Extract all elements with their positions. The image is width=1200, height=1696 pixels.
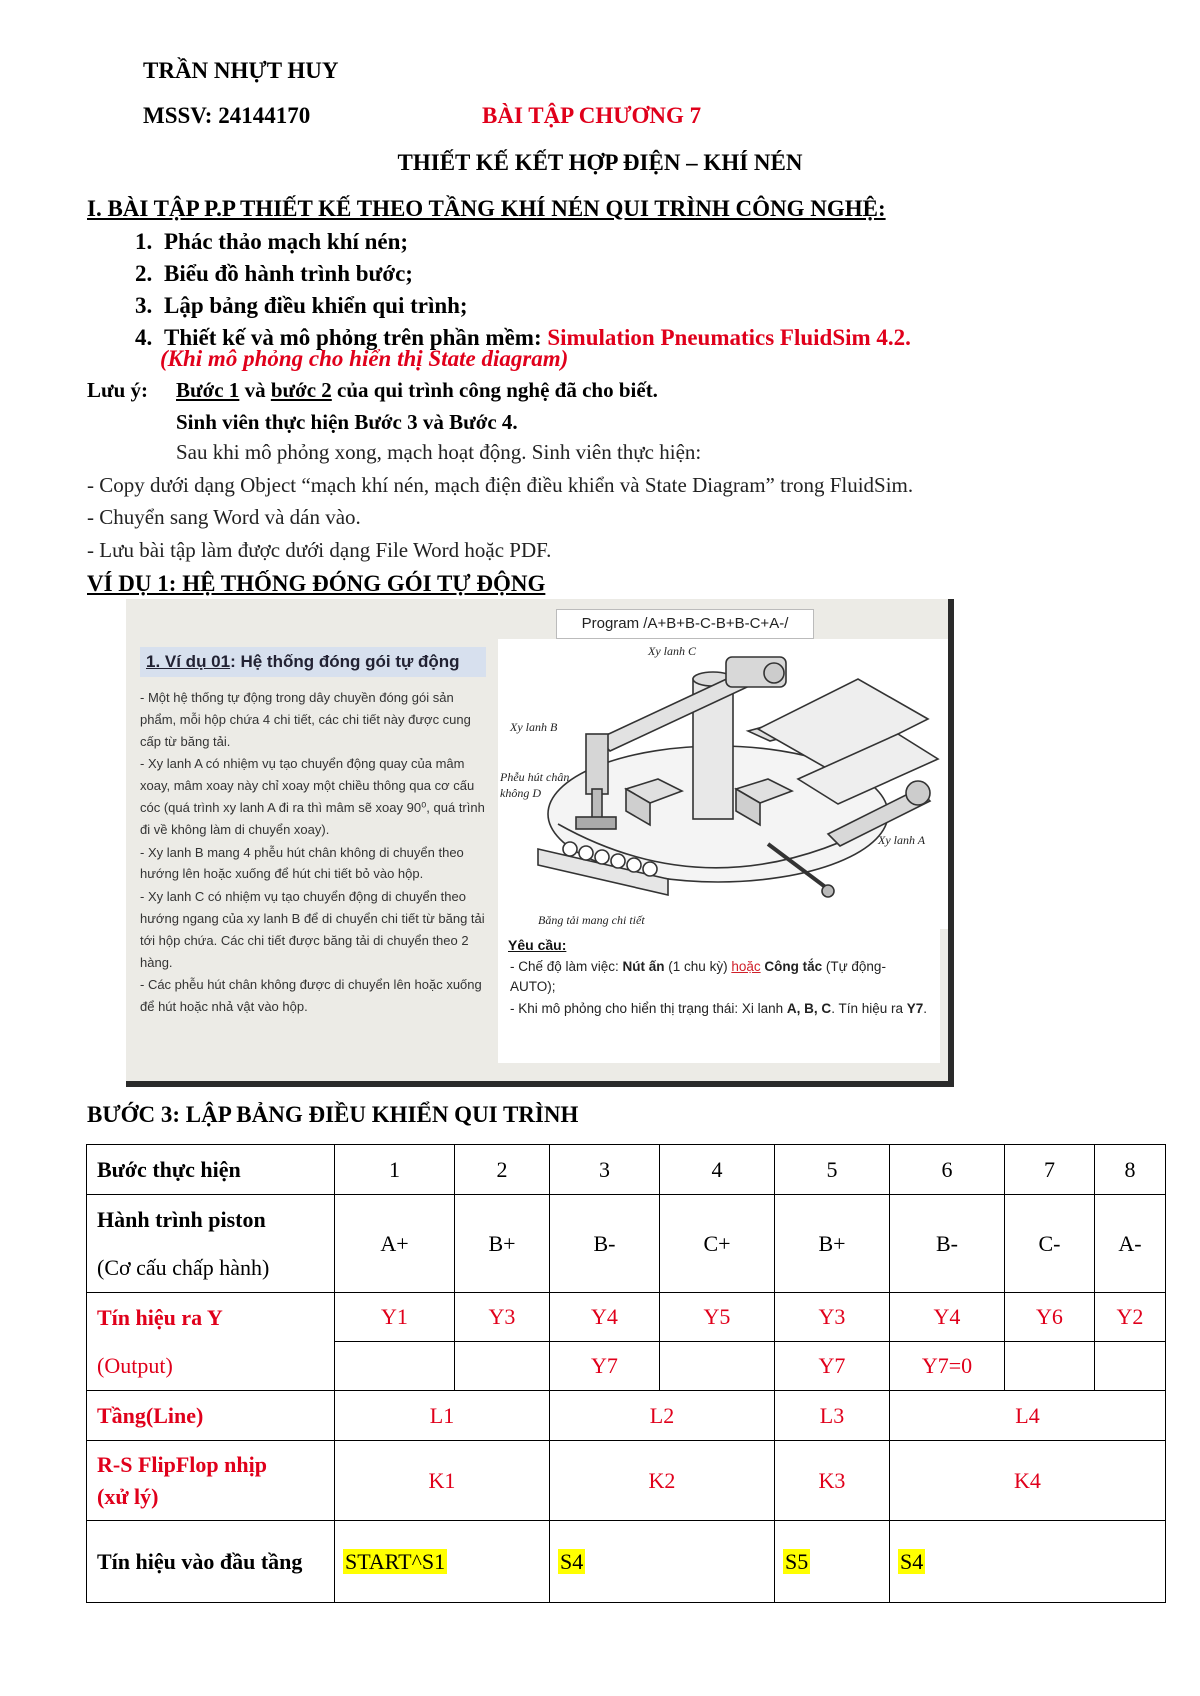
table-cell: 7 (1005, 1145, 1095, 1195)
step3-title: BƯỚC 3: LẬP BẢNG ĐIỀU KHIỂN QUI TRÌNH (87, 1102, 579, 1127)
instruction-bullet: - Lưu bài tập làm được dưới dạng File Word hoặc PDF. (87, 538, 552, 562)
step-text: Thiết kế và mô phỏng trên phần mềm: (164, 325, 548, 350)
req-bold: Y7 (906, 1001, 924, 1016)
table-cell: L1 (335, 1391, 550, 1441)
table-cell: 3 (550, 1145, 660, 1195)
req-or: hoặc (731, 959, 761, 974)
label-suction-cup-1: Phễu hút chân (500, 770, 570, 784)
req-text: (Tự động-AUTO); (510, 959, 886, 994)
table-cell: Y1 (335, 1293, 455, 1342)
step-text: Phác thảo mạch khí nén; (164, 229, 409, 254)
student-name: TRẦN NHỰT HUY (143, 58, 339, 83)
table-cell: L4 (890, 1391, 1166, 1441)
table-cell: K4 (890, 1441, 1166, 1521)
row-header-line: (xử lý) (97, 1483, 159, 1509)
row-header: Tầng(Line) (87, 1391, 335, 1441)
input-signal: S4 (560, 1548, 584, 1574)
label-suction-cup-2: không D (500, 786, 541, 800)
panel-title-prefix: 1. Ví dụ 01 (146, 652, 231, 671)
table-cell (1095, 1342, 1166, 1391)
simulation-note: (Khi mô phỏng cho hiển thị State diagram) (160, 346, 569, 371)
table-cell (455, 1342, 550, 1391)
row-header (87, 1195, 335, 1293)
label-cylinder-c: Xy lanh C (648, 644, 696, 658)
row-header: Tín hiệu vào đầu tầng (87, 1521, 335, 1603)
after-sim-note: Sau khi mô phỏng xong, mạch hoạt động. Sinh viên thực hiện: (176, 440, 702, 464)
requirements-box (498, 929, 940, 1063)
table-cell: K2 (550, 1441, 775, 1521)
table-cell: 2 (455, 1145, 550, 1195)
table-cell (550, 1521, 775, 1603)
table-row (87, 1195, 1166, 1293)
packaging-machine-drawing (498, 639, 948, 929)
requirement-item (510, 957, 930, 997)
req-text: (1 chu kỳ) (664, 959, 732, 974)
label-conveyor: Băng tải mang chi tiết (538, 913, 645, 927)
req-text: - Khi mô phỏng cho hiển thị trạng thái: Xi lanh (510, 1001, 787, 1016)
program-sequence: Program /A+B+B-C-B+B-C+A-/ (556, 609, 814, 639)
row-header-line: Tín hiệu ra Y (97, 1304, 223, 1330)
description-paragraph: - Các phễu hút chân không được di chuyển lên hoặc xuống để hút hoặc nhả vật vào hộp. (140, 977, 482, 1015)
table-cell: 4 (660, 1145, 775, 1195)
table-row (87, 1391, 1166, 1441)
note-given-text: của qui trình công nghệ đã cho biết. (331, 378, 658, 402)
step2-ref: bước 2 (270, 378, 332, 402)
student-task: Sinh viên thực hiện Bước 3 và Bước 4. (176, 410, 518, 434)
req-bold: A, B, C (786, 1001, 832, 1016)
description-paragraph: - Xy lanh A có nhiệm vụ tạo chuyển động quay của mâm xoay, mâm xoay này chỉ xoay một chiều thông qua cơ cấu cóc (quá trình xy lanh A đi ra thì mâm sẽ xoay 90⁰, quá trình đi về không làm di chuyển xoay). (140, 756, 485, 837)
example-heading: VÍ DỤ 1: HỆ THỐNG ĐÓNG GÓI TỰ ĐỘNG (87, 571, 546, 596)
table-cell: B- (550, 1195, 660, 1293)
table-cell: K1 (335, 1441, 550, 1521)
example-figure (126, 599, 954, 1087)
table-cell: K3 (775, 1441, 890, 1521)
table-cell: Y4 (890, 1293, 1005, 1342)
instruction-bullet: - Chuyển sang Word và dán vào. (87, 505, 361, 529)
table-cell: Y2 (1095, 1293, 1166, 1342)
panel-title (140, 647, 486, 677)
table-row (87, 1145, 1166, 1195)
req-text: . (923, 1001, 928, 1016)
table-cell: Y5 (660, 1293, 775, 1342)
req-bold: Nút ấn (622, 959, 665, 974)
panel-title-rest: : Hệ thống đóng gói tự động (230, 652, 460, 671)
row-header-line: (Cơ cấu chấp hành) (97, 1254, 270, 1280)
instruction-bullet: - Copy dưới dạng Object “mạch khí nén, mạch điện điều khiển và State Diagram” trong FluidSim. (87, 473, 914, 497)
control-table (86, 1144, 1166, 1603)
software-name: Simulation Pneumatics FluidSim 4.2. (547, 325, 911, 350)
table-cell (335, 1521, 550, 1603)
table-cell (1005, 1342, 1095, 1391)
table-cell: Y6 (1005, 1293, 1095, 1342)
step1-ref: Bước 1 (176, 378, 240, 402)
description-paragraph: - Xy lanh B mang 4 phễu hút chân không di chuyển theo hướng lên hoặc xuống để hút chi tiết bỏ vào hộp. (140, 844, 464, 882)
req-text: - Chế độ làm việc: (510, 959, 623, 974)
table-cell: C+ (660, 1195, 775, 1293)
table-cell: 6 (890, 1145, 1005, 1195)
req-text: . Tín hiệu ra (831, 1001, 907, 1016)
table-cell: A- (1095, 1195, 1166, 1293)
table-cell: C- (1005, 1195, 1095, 1293)
note-label: Lưu ý: (87, 378, 149, 402)
label-cylinder-a: Xy lanh A (878, 833, 926, 847)
req-bold: Công tắc (760, 959, 823, 974)
table-cell: L3 (775, 1391, 890, 1441)
table-cell: Y4 (550, 1293, 660, 1342)
step-list (120, 226, 1158, 354)
table-cell: B+ (775, 1195, 890, 1293)
list-item (158, 290, 1158, 322)
table-cell: 8 (1095, 1145, 1166, 1195)
input-signal: S4 (900, 1548, 924, 1574)
table-cell: 1 (335, 1145, 455, 1195)
list-item (158, 226, 1158, 258)
input-signal: START^S1 (345, 1548, 446, 1574)
note-and: và (239, 378, 271, 402)
row-header-line: Hành trình piston (97, 1206, 266, 1232)
label-cylinder-b: Xy lanh B (510, 720, 558, 734)
table-cell (775, 1521, 890, 1603)
table-cell: B+ (455, 1195, 550, 1293)
table-cell: L2 (550, 1391, 775, 1441)
step-text: Lập bảng điều khiển qui trình; (164, 293, 468, 318)
table-cell: Y7 (550, 1342, 660, 1391)
requirements-title: Yêu cầu: (508, 937, 567, 953)
chapter-title: BÀI TẬP CHƯƠNG 7 (482, 103, 702, 128)
row-header (87, 1293, 335, 1391)
table-cell: Y3 (455, 1293, 550, 1342)
step-text: Biểu đồ hành trình bước; (164, 261, 413, 286)
row-header-line: R-S FlipFlop nhịp (97, 1451, 267, 1477)
table-row (87, 1441, 1166, 1521)
input-signal: S5 (785, 1548, 809, 1574)
note-given (176, 378, 658, 403)
table-cell (890, 1521, 1166, 1603)
student-id: MSSV: 24144170 (143, 103, 311, 128)
section-title: I. BÀI TẬP P.P THIẾT KẾ THEO TẦNG KHÍ NÉN QUI TRÌNH CÔNG NGHỆ: (87, 196, 886, 221)
row-header: Bước thực hiện (87, 1145, 335, 1195)
table-cell: Y7 (775, 1342, 890, 1391)
table-cell (660, 1342, 775, 1391)
table-cell: A+ (335, 1195, 455, 1293)
description-paragraph: - Xy lanh C có nhiệm vụ tạo chuyển động di chuyển theo hướng ngang của xy lanh B để di chuyển chi tiết từ băng tải tới hộp chứa. Các chi tiết được băng tải di chuyển theo 2 hàng. (140, 889, 485, 970)
description-paragraph: - Một hệ thống tự động trong dây chuyền đóng gói sản phẩm, mỗi hộp chứa 4 chi tiết, các chi tiết này được cung cấp từ băng tải. (140, 690, 471, 749)
table-cell: 5 (775, 1145, 890, 1195)
subject-title: THIẾT KẾ KẾT HỢP ĐIỆN – KHÍ NÉN (397, 150, 803, 175)
row-header-line: (Output) (97, 1352, 173, 1378)
row-header (87, 1441, 335, 1521)
table-row (87, 1521, 1166, 1603)
table-row (87, 1293, 1166, 1342)
panel-description (140, 687, 486, 1019)
table-cell: B- (890, 1195, 1005, 1293)
requirement-item (510, 999, 930, 1019)
table-cell: Y7=0 (890, 1342, 1005, 1391)
table-cell: Y3 (775, 1293, 890, 1342)
table-cell (335, 1342, 455, 1391)
list-item (158, 258, 1158, 290)
